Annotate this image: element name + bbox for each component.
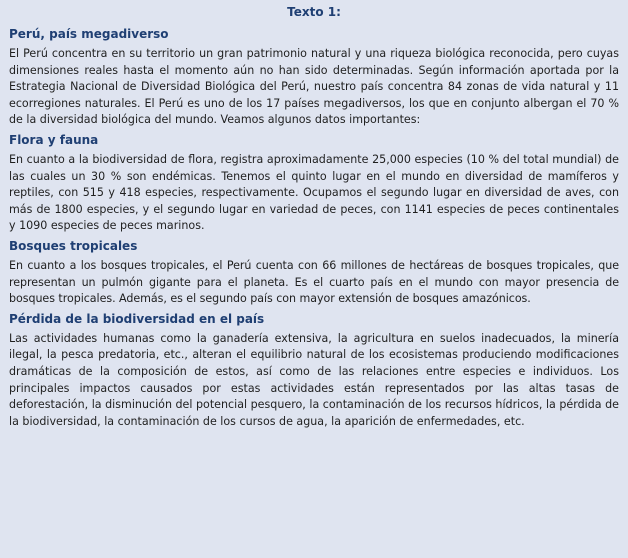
section-peru-megadiverso xyxy=(8,26,620,129)
section-perdida-biodiversidad xyxy=(8,311,620,431)
section-body: El Perú concentra en su territorio un gran patrimonio natural y una riqueza biológica reconocida, pero cuyas dimensiones reales hasta el momento aún no han sido determinadas. Según información aportada por la Estrategia Nacional de Diversidad Biológica del Perú, nuestro país concentra 84 zonas de vida natural y 11 ecorregiones naturales. El Perú es uno de los 17 países megadiversos, los que en conjunto albergan el 70 % de la diversidad biológica del mundo. Veamos algunos datos importantes: xyxy=(9,47,619,127)
section-heading: Pérdida de la biodiversidad en el país xyxy=(9,311,265,326)
section-body: En cuanto a la biodiversidad de flora, registra aproximadamente 25,000 especies (10 % del total mundial) de las cuales un 30 % son endémicas. Tenemos el quinto lugar en el mundo en diversidad de mamíferos y reptiles, con 515 y 418 especies, respectivamente. Ocupamos el segundo lugar en diversidad de aves, con más de 1800 especies, y el segundo lugar en variedad de peces, con 1141 especies de peces continentales y 1090 especies de peces marinos. xyxy=(9,152,619,233)
section-heading: Perú, país megadiverso xyxy=(9,27,169,41)
section-body: En cuanto a los bosques tropicales, el Perú cuenta con 66 millones de hectáreas de bosques tropicales, que representan un pulmón gigante para el planeta. Es el cuarto país en el mundo con mayor presencia de bosques tropicales. Además, es el segundo país con mayor extensión de bosques amazónicos. xyxy=(9,258,619,306)
section-bosques-tropicales xyxy=(8,238,620,308)
section-heading: Bosques tropicales xyxy=(9,238,138,253)
section-flora-fauna xyxy=(8,132,620,235)
section-heading: Flora y fauna xyxy=(9,132,99,147)
document-title: Texto 1: xyxy=(287,5,341,19)
section-body: Las actividades humanas como la ganadería extensiva, la agricultura en suelos inadecuados, la minería ilegal, la pesca predatoria, etc., alteran el equilibrio natural de los ecosistemas produciendo modificaciones dramáticas de la composición de estos, así como de las relaciones entre especies e individuos. Los principales impactos causados por estas actividades están representados por las altas tasas de deforestación, la disminución del potencial pesquero, la contaminación de los recursos hídricos, la pérdida de la biodiversidad, la contaminación de los cursos de agua, la aparición de enfermedades, etc. xyxy=(9,331,619,428)
